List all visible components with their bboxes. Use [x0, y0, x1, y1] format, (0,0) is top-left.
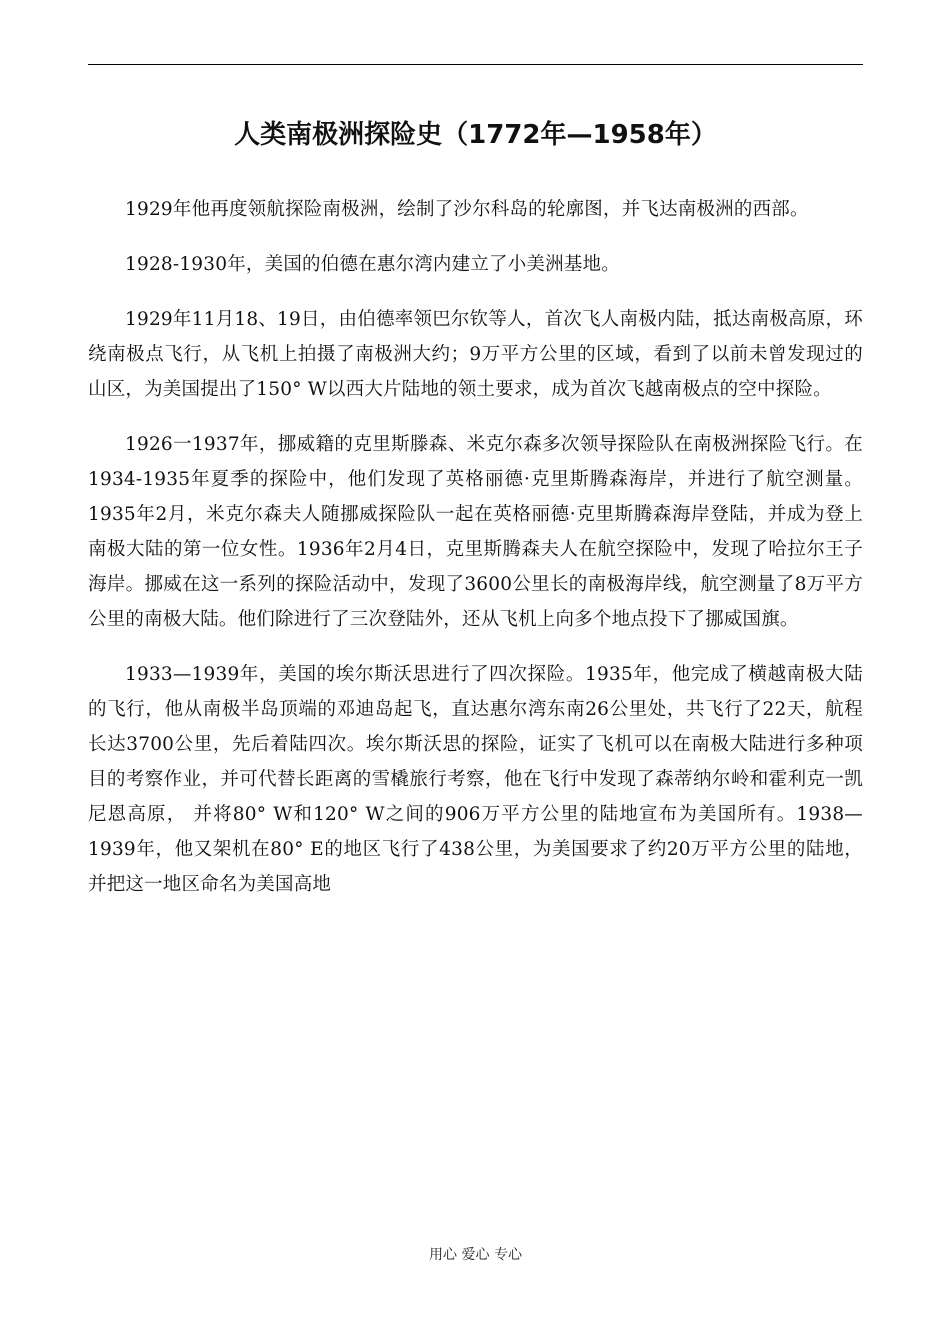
paragraph-ellsworth-expeditions: 1933—1939年，美国的埃尔斯沃思进行了四次探险。1935年，他完成了横越南极大陆的飞行，他从南极半岛顶端的邓迪岛起飞，直达惠尔湾东南26公里处，共飞行了22天，航程长达3700公里，先后着陆四次。埃尔斯沃思的探险，证实了飞机可以在南极大陆进行多种项目的考察作业，并可代替长距离的雪橇旅行考察，他在飞行中发现了森蒂纳尔岭和霍利克一凯尼恩高原， 并将80° W和120° W之间的906万平方公里的陆地宣布为美国所有。1938—1939年，他又架机在80° E的地区飞行了438公里，为美国要求了约20万平方公里的陆地，并把这一地区命名为美国高地: [88, 664, 864, 895]
document-body: [88, 192, 863, 922]
paragraph-1929-flight: 1929年他再度领航探险南极洲，绘制了沙尔科岛的轮廓图，并飞达南极洲的西部。: [125, 199, 809, 220]
paragraph-norway-expeditions: 1926一1937年，挪威籍的克里斯滕森、米克尔森多次领导探险队在南极洲探险飞行。在1934-1935年夏季的探险中，他们发现了英格丽德·克里斯腾森海岸，并进行了航空测量。1935年2月，米克尔森夫人随挪威探险队一起在英格丽德·克里斯腾森海岸登陆，并成为登上南极大陆的第一位女性。1936年2月4日，克里斯腾森夫人在航空探险中，发现了哈拉尔王子海岸。挪威在这一系列的探险活动中，发现了3600公里长的南极海岸线，航空测量了8万平方公里的南极大陆。他们除进行了三次登陆外，还从飞机上向多个地点投下了挪威国旗。: [88, 434, 863, 630]
header-rule: [88, 64, 863, 65]
document-title: 人类南极洲探险史（1772年—1958年）: [234, 120, 717, 150]
page-footer: 用心 爱心 专心: [429, 1247, 522, 1263]
paragraph-south-pole-flight: 1929年11月18、19日，由伯德率领巴尔钦等人，首次飞人南极内陆，抵达南极高原，环绕南极点飞行，从飞机上拍摄了南极洲大约；9万平方公里的区域，看到了以前未曾发现过的山区，为美国提出了150° W以西大片陆地的领土要求，成为首次飞越南极点的空中探险。: [88, 309, 863, 400]
paragraph-little-america: 1928-1930年，美国的伯德在惠尔湾内建立了小美洲基地。: [125, 254, 620, 275]
